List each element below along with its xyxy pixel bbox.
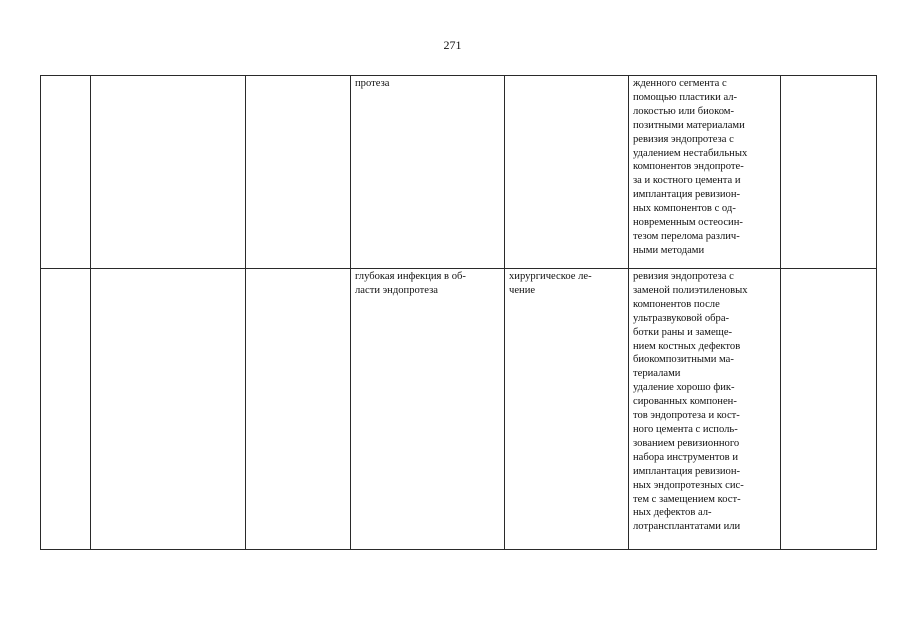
method-line: ультразвуковой обра-: [633, 312, 730, 324]
method-line: териалами: [633, 368, 681, 380]
table-cell-treatment-type: [505, 76, 629, 269]
method-line: имплантация ревизион-: [633, 465, 741, 477]
table-cell-code: [246, 76, 351, 269]
method-line: нием костных дефектов: [633, 340, 741, 352]
method-line: позитными материалами: [633, 119, 745, 131]
method-line: компонентов эндопроте-: [633, 161, 744, 173]
table-cell-profile: [91, 76, 246, 269]
condition-line: глубокая инфекция в об-: [355, 271, 466, 282]
table-row: [41, 76, 877, 269]
method-line: ного цемента с исполь-: [633, 423, 738, 435]
method-line: ных компонентов с од-: [633, 203, 736, 215]
method-line: помощью пластики ал-: [633, 91, 738, 103]
condition-text: протеза: [355, 78, 390, 89]
medical-procedures-table: [40, 75, 877, 550]
method-line: локостью или биоком-: [633, 105, 735, 117]
method-line: имплантация ревизион-: [633, 189, 741, 201]
table-cell-condition: [351, 269, 505, 550]
table-cell-number: [41, 76, 91, 269]
table-cell-last: [781, 76, 877, 269]
method-line: зованием ревизионного: [633, 437, 740, 449]
table-row: [41, 269, 877, 550]
table-cell-condition: [351, 76, 505, 269]
method-line: жденного сегмента с: [633, 78, 727, 89]
method-line: ными методами: [633, 244, 705, 256]
method-line: сированных компонен-: [633, 396, 737, 408]
method-line: за и костного цемента и: [633, 175, 741, 187]
condition-line: ласти эндопротеза: [355, 284, 439, 296]
treatment-line: хирургическое ле-: [509, 271, 592, 282]
table-cell-number: [41, 269, 91, 550]
method-line: биокомпозитными ма-: [633, 354, 734, 366]
method-line: ревизия эндопротеза с: [633, 271, 734, 282]
table-cell-method: [629, 76, 781, 269]
table-cell-method: [629, 269, 781, 550]
method-line: удаление хорошо фик-: [633, 382, 735, 394]
table-cell-treatment-type: [505, 269, 629, 550]
treatment-line: чение: [509, 284, 536, 296]
method-line: тезом перелома различ-: [633, 230, 740, 242]
table-cell-profile: [91, 269, 246, 550]
method-line: ных эндопротезных сис-: [633, 479, 744, 491]
method-line: набора инструментов и: [633, 451, 739, 463]
method-line: заменой полиэтиленовых: [633, 284, 748, 296]
method-line: удалением нестабильных: [633, 147, 748, 159]
method-line: тов эндопротеза и кост-: [633, 410, 740, 422]
method-line: лотрансплантатами или: [633, 521, 741, 533]
method-line: ных дефектов ал-: [633, 507, 712, 519]
method-line: тем с замещением кост-: [633, 493, 741, 505]
method-line: компонентов после: [633, 298, 720, 310]
page-number: 271: [443, 38, 462, 52]
table-cell-code: [246, 269, 351, 550]
method-line: ботки раны и замещe-: [633, 326, 733, 338]
table-cell-last: [781, 269, 877, 550]
method-line: ревизия эндопротеза с: [633, 133, 734, 145]
method-line: новременным остеосин-: [633, 217, 743, 229]
